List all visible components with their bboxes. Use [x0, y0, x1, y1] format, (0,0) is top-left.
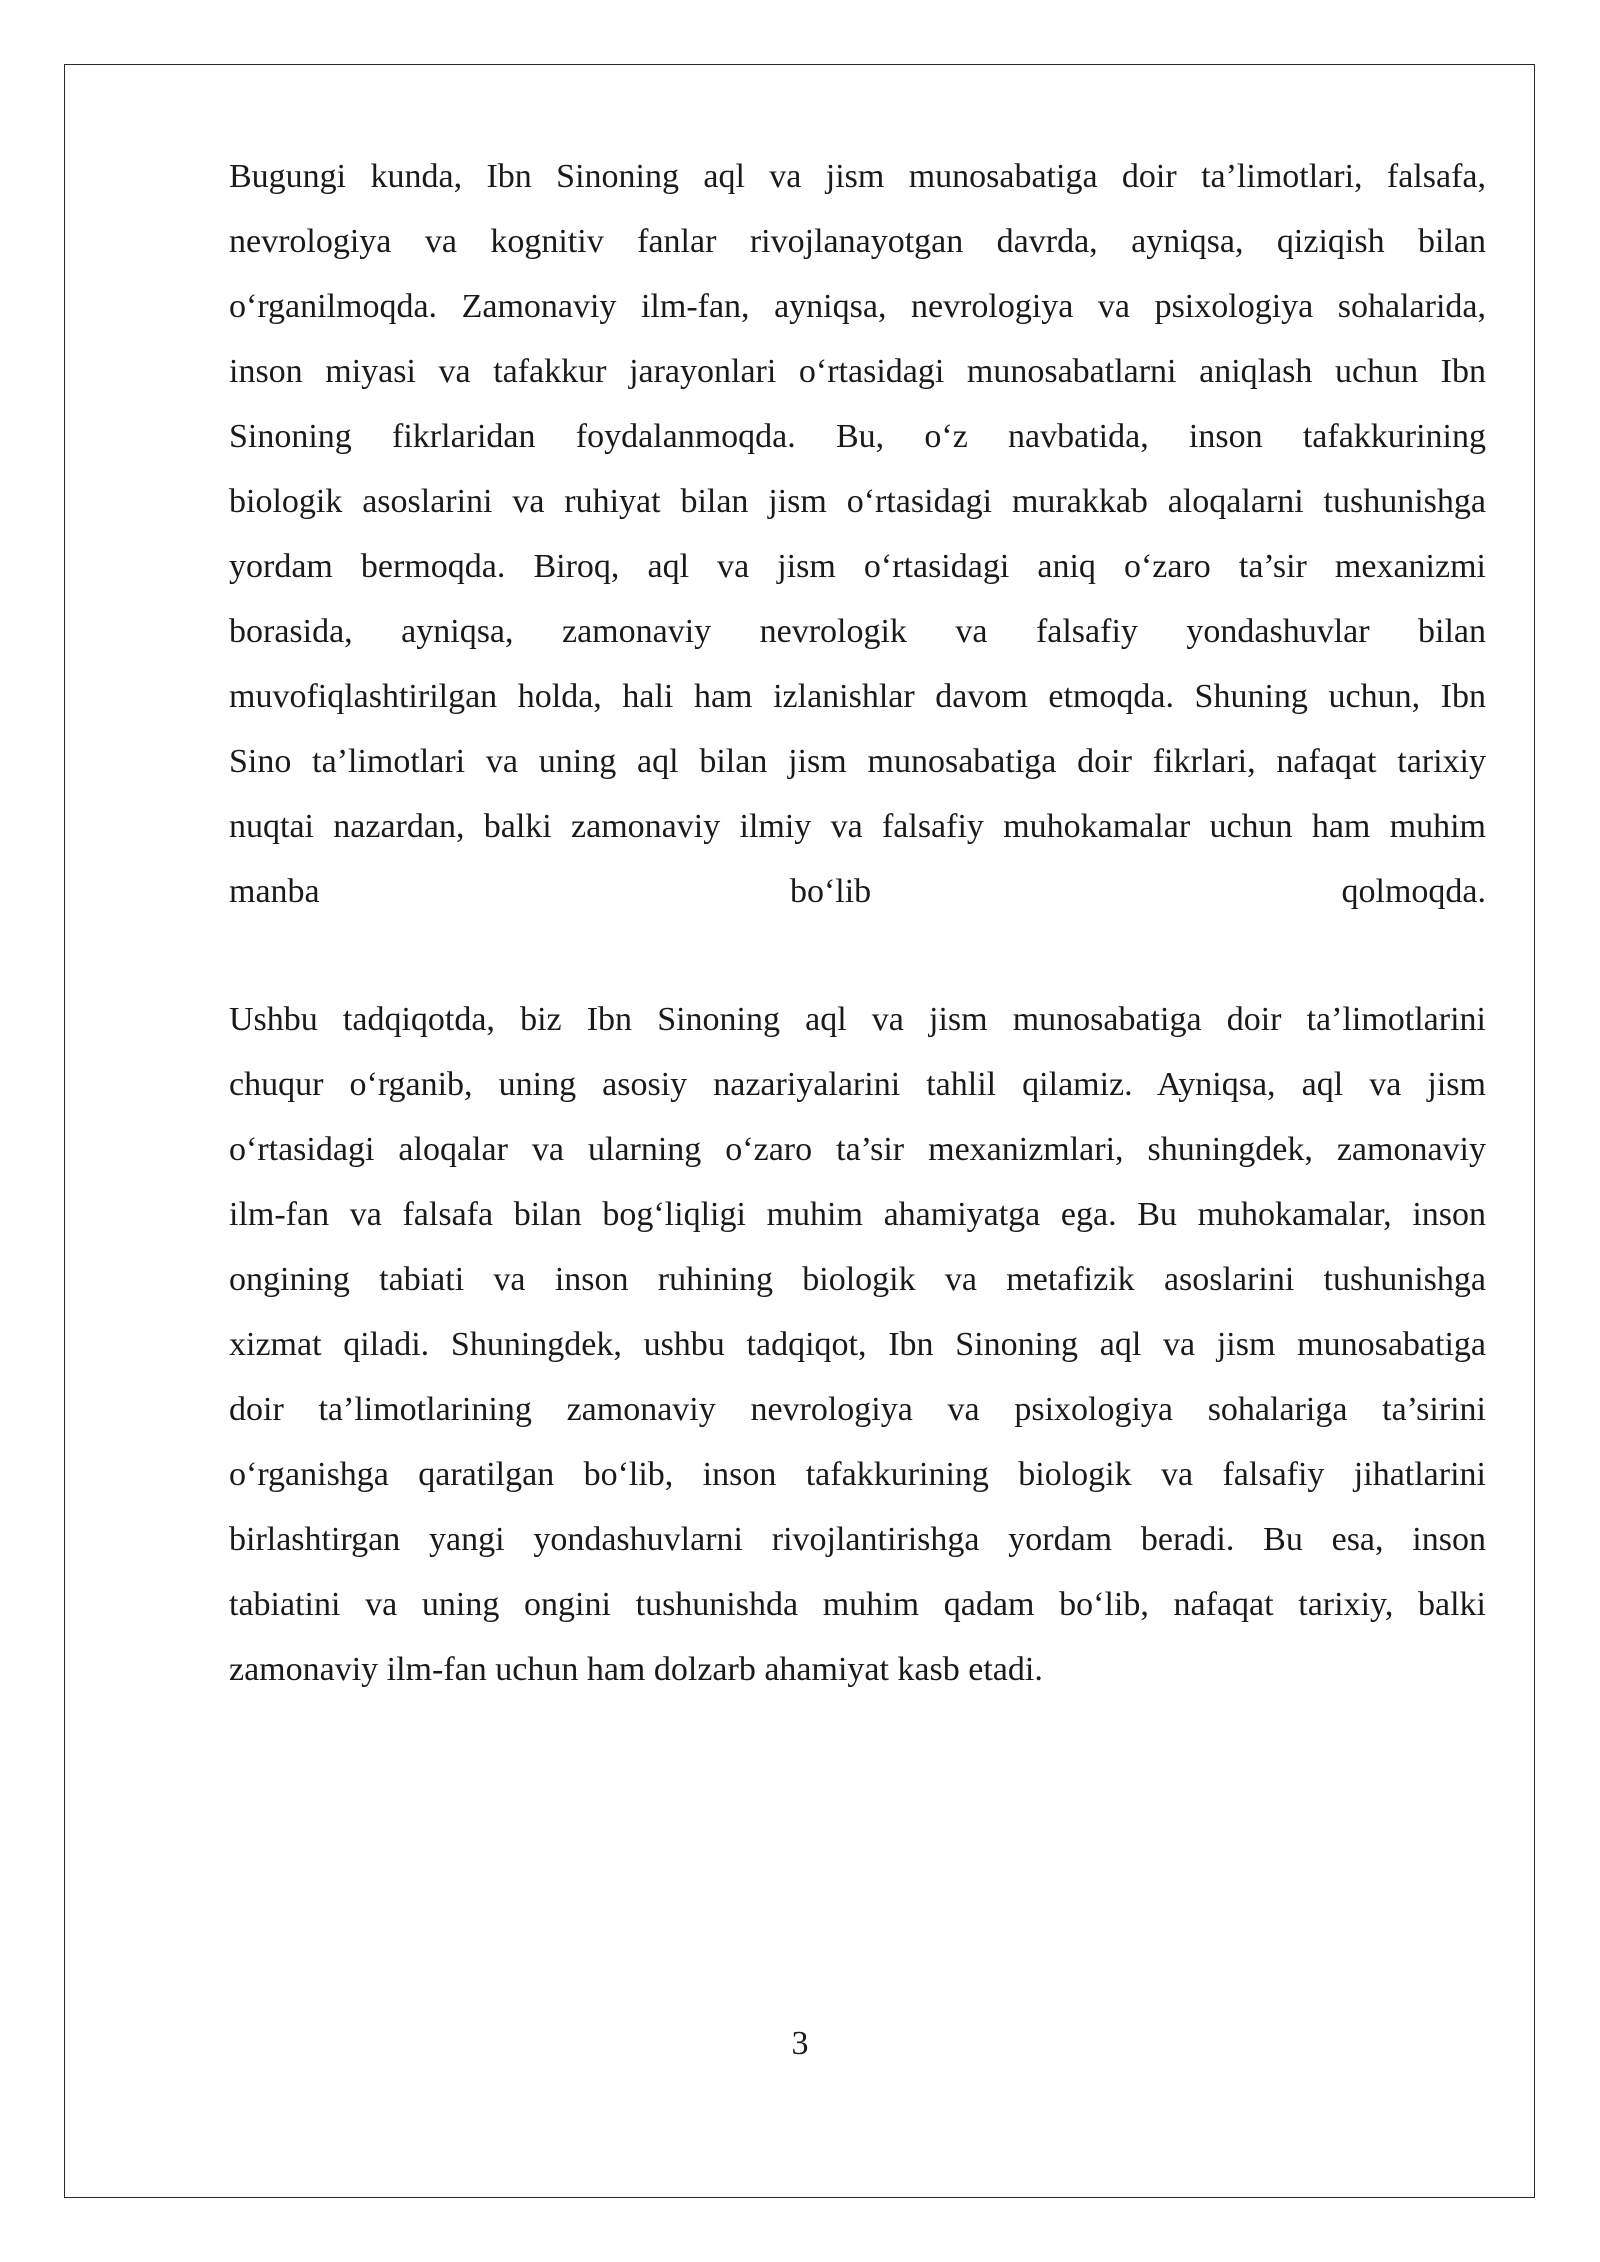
text-line: nuqtai nazardan, balki zamonaviy ilmiy va falsafiy muhokamalar uchun ham muhim [229, 808, 1486, 845]
text-line: ilm-fan va falsafa bilan bog‘liqligi muhim ahamiyatga ega. Bu muhokamalar, inson [229, 1196, 1486, 1233]
paragraph-2 [229, 987, 1486, 1702]
text-line: muvofiqlashtirilgan holda, hali ham izlanishlar davom etmoqda. Shuning uchun, Ibn [229, 678, 1486, 715]
text-line: chuqur o‘rganib, uning asosiy nazariyalarini tahlil qilamiz. Ayniqsa, aql va jism [229, 1066, 1486, 1103]
text-line: o‘rganishga qaratilgan bo‘lib, inson tafakkurining biologik va falsafiy jihatlarini [229, 1456, 1486, 1493]
text-line: borasida, ayniqsa, zamonaviy nevrologik va falsafiy yondashuvlar bilan [229, 613, 1486, 650]
text-line: zamonaviy ilm-fan uchun ham dolzarb ahamiyat kasb etadi. [229, 1651, 1043, 1688]
text-line: biologik asoslarini va ruhiyat bilan jism o‘rtasidagi murakkab aloqalarni tushunishga [229, 483, 1486, 520]
text-line: Bugungi kunda, Ibn Sinoning aql va jism munosabatiga doir ta’limotlari, falsafa, [229, 158, 1486, 195]
text-line: Ushbu tadqiqotda, biz Ibn Sinoning aql va jism munosabatiga doir ta’limotlarini [229, 1001, 1486, 1038]
text-line: ongining tabiati va inson ruhining biologik va metafizik asoslarini tushunishga [229, 1261, 1486, 1298]
text-line: tabiatini va uning ongini tushunishda muhim qadam bo‘lib, nafaqat tarixiy, balki [229, 1586, 1486, 1623]
text-line: xizmat qiladi. Shuningdek, ushbu tadqiqot, Ibn Sinoning aql va jism munosabatiga [229, 1326, 1486, 1363]
text-line: o‘rganilmoqda. Zamonaviy ilm-fan, ayniqsa, nevrologiya va psixologiya sohalarida, [229, 288, 1486, 325]
text-line: yordam bermoqda. Biroq, aql va jism o‘rtasidagi aniq o‘zaro ta’sir mexanizmi [229, 548, 1486, 585]
text-line: doir ta’limotlarining zamonaviy nevrologiya va psixologiya sohalariga ta’sirini [229, 1391, 1486, 1428]
text-line: Sinoning fikrlaridan foydalanmoqda. Bu, o‘z navbatida, inson tafakkurining [229, 418, 1486, 455]
text-line: nevrologiya va kognitiv fanlar rivojlanayotgan davrda, ayniqsa, qiziqish bilan [229, 223, 1486, 260]
text-line: Sino ta’limotlari va uning aql bilan jism munosabatiga doir fikrlari, nafaqat tarixiy [229, 743, 1486, 780]
text-line: birlashtirgan yangi yondashuvlarni rivojlantirishga yordam beradi. Bu esa, inson [229, 1521, 1486, 1558]
page-number: 3 [791, 2025, 809, 2062]
text-line: manba bo‘lib qolmoqda. [229, 873, 1486, 910]
text-line: o‘rtasidagi aloqalar va ularning o‘zaro ta’sir mexanizmlari, shuningdek, zamonaviy [229, 1131, 1486, 1168]
paragraph-1 [229, 144, 1486, 924]
text-line: inson miyasi va tafakkur jarayonlari o‘rtasidagi munosabatlarni aniqlash uchun Ibn [229, 353, 1486, 390]
